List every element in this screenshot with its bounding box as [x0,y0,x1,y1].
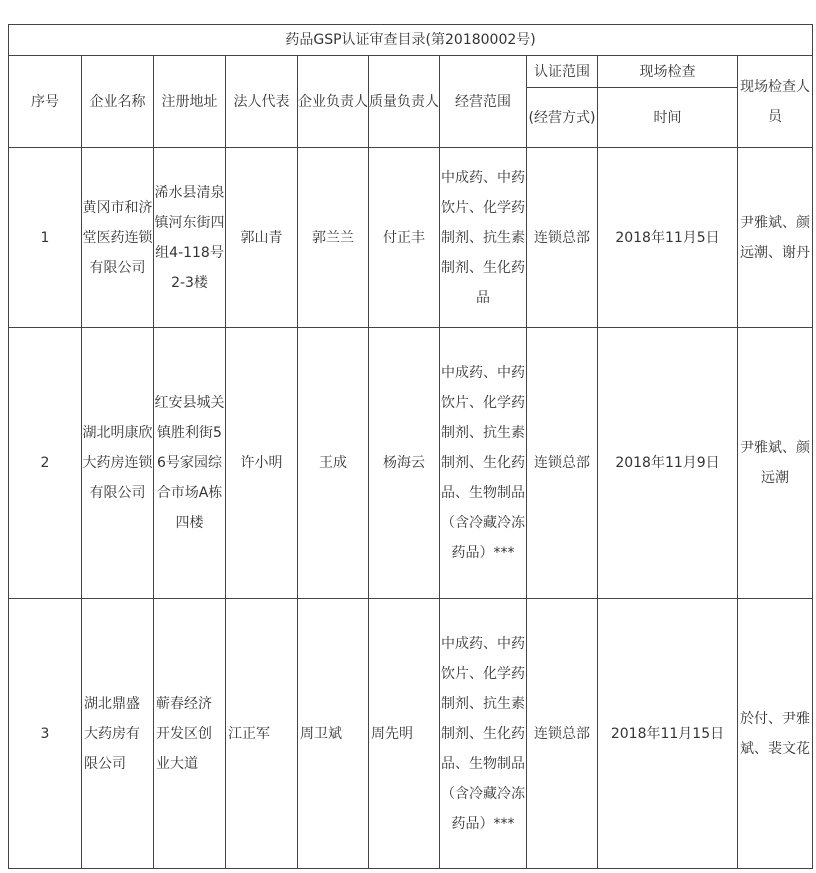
cell-company: 湖北鼎盛大药房有限公司 [82,599,154,869]
header-inspectors: 现场检查人员 [738,56,813,148]
cell-date: 2018年11月5日 [598,148,738,328]
cell-manager: 郭兰兰 [298,148,369,328]
cell-company: 湖北明康欣大药房连锁有限公司 [82,328,154,599]
cell-address: 红安县城关镇胜利街56号家园综合市场A栋四楼 [154,328,226,599]
gsp-catalog-table [8,24,813,869]
header-legal-rep: 法人代表 [226,56,298,148]
header-address: 注册地址 [154,56,226,148]
cell-address: 蕲春经济开发区创业大道 [154,599,226,869]
cell-seq: 3 [9,599,82,869]
cell-seq: 1 [9,148,82,328]
cell-legal-rep: 许小明 [226,328,298,599]
header-scope: 经营范围 [440,56,527,148]
cell-scope: 中成药、中药饮片、化学药制剂、抗生素制剂、生化药品、生物制品（含冷藏冷冻药品）*** [440,599,527,869]
cell-cert-scope: 连锁总部 [527,599,598,869]
cell-scope: 中成药、中药饮片、化学药制剂、抗生素制剂、生化药品、生物制品（含冷藏冷冻药品）*** [440,328,527,599]
cell-quality: 杨海云 [369,328,440,599]
header-inspect-bottom: 时间 [598,88,738,148]
cell-inspectors: 尹雅斌、颜远潮 [738,328,813,599]
cell-address: 浠水县清泉镇河东街四组4-118号2-3楼 [154,148,226,328]
header-inspect-top: 现场检查 [598,56,738,88]
header-seq: 序号 [9,56,82,148]
cell-seq: 2 [9,328,82,599]
header-quality: 质量负责人 [369,56,440,148]
cell-manager: 周卫斌 [298,599,369,869]
header-manager: 企业负责人 [298,56,369,148]
cell-quality: 周先明 [369,599,440,869]
header-cert-scope-bottom: (经营方式) [527,88,598,148]
table-title: 药品GSP认证审查目录(第20180002号) [9,25,813,56]
cell-cert-scope: 连锁总部 [527,328,598,599]
table-row [9,328,813,599]
cell-quality: 付正丰 [369,148,440,328]
table-row [9,148,813,328]
cell-inspectors: 於付、尹雅斌、裴文花 [738,599,813,869]
cell-legal-rep: 郭山青 [226,148,298,328]
header-cert-scope-top: 认证范围 [527,56,598,88]
cell-date: 2018年11月9日 [598,328,738,599]
cell-date: 2018年11月15日 [598,599,738,869]
cell-inspectors: 尹雅斌、颜远潮、谢丹 [738,148,813,328]
cell-manager: 王成 [298,328,369,599]
header-company: 企业名称 [82,56,154,148]
cell-cert-scope: 连锁总部 [527,148,598,328]
table-row [9,599,813,869]
cell-scope: 中成药、中药饮片、化学药制剂、抗生素制剂、生化药品 [440,148,527,328]
header-row-1 [9,56,813,88]
title-row [9,25,813,56]
cell-company: 黄冈市和济堂医药连锁有限公司 [82,148,154,328]
cell-legal-rep: 江正军 [226,599,298,869]
